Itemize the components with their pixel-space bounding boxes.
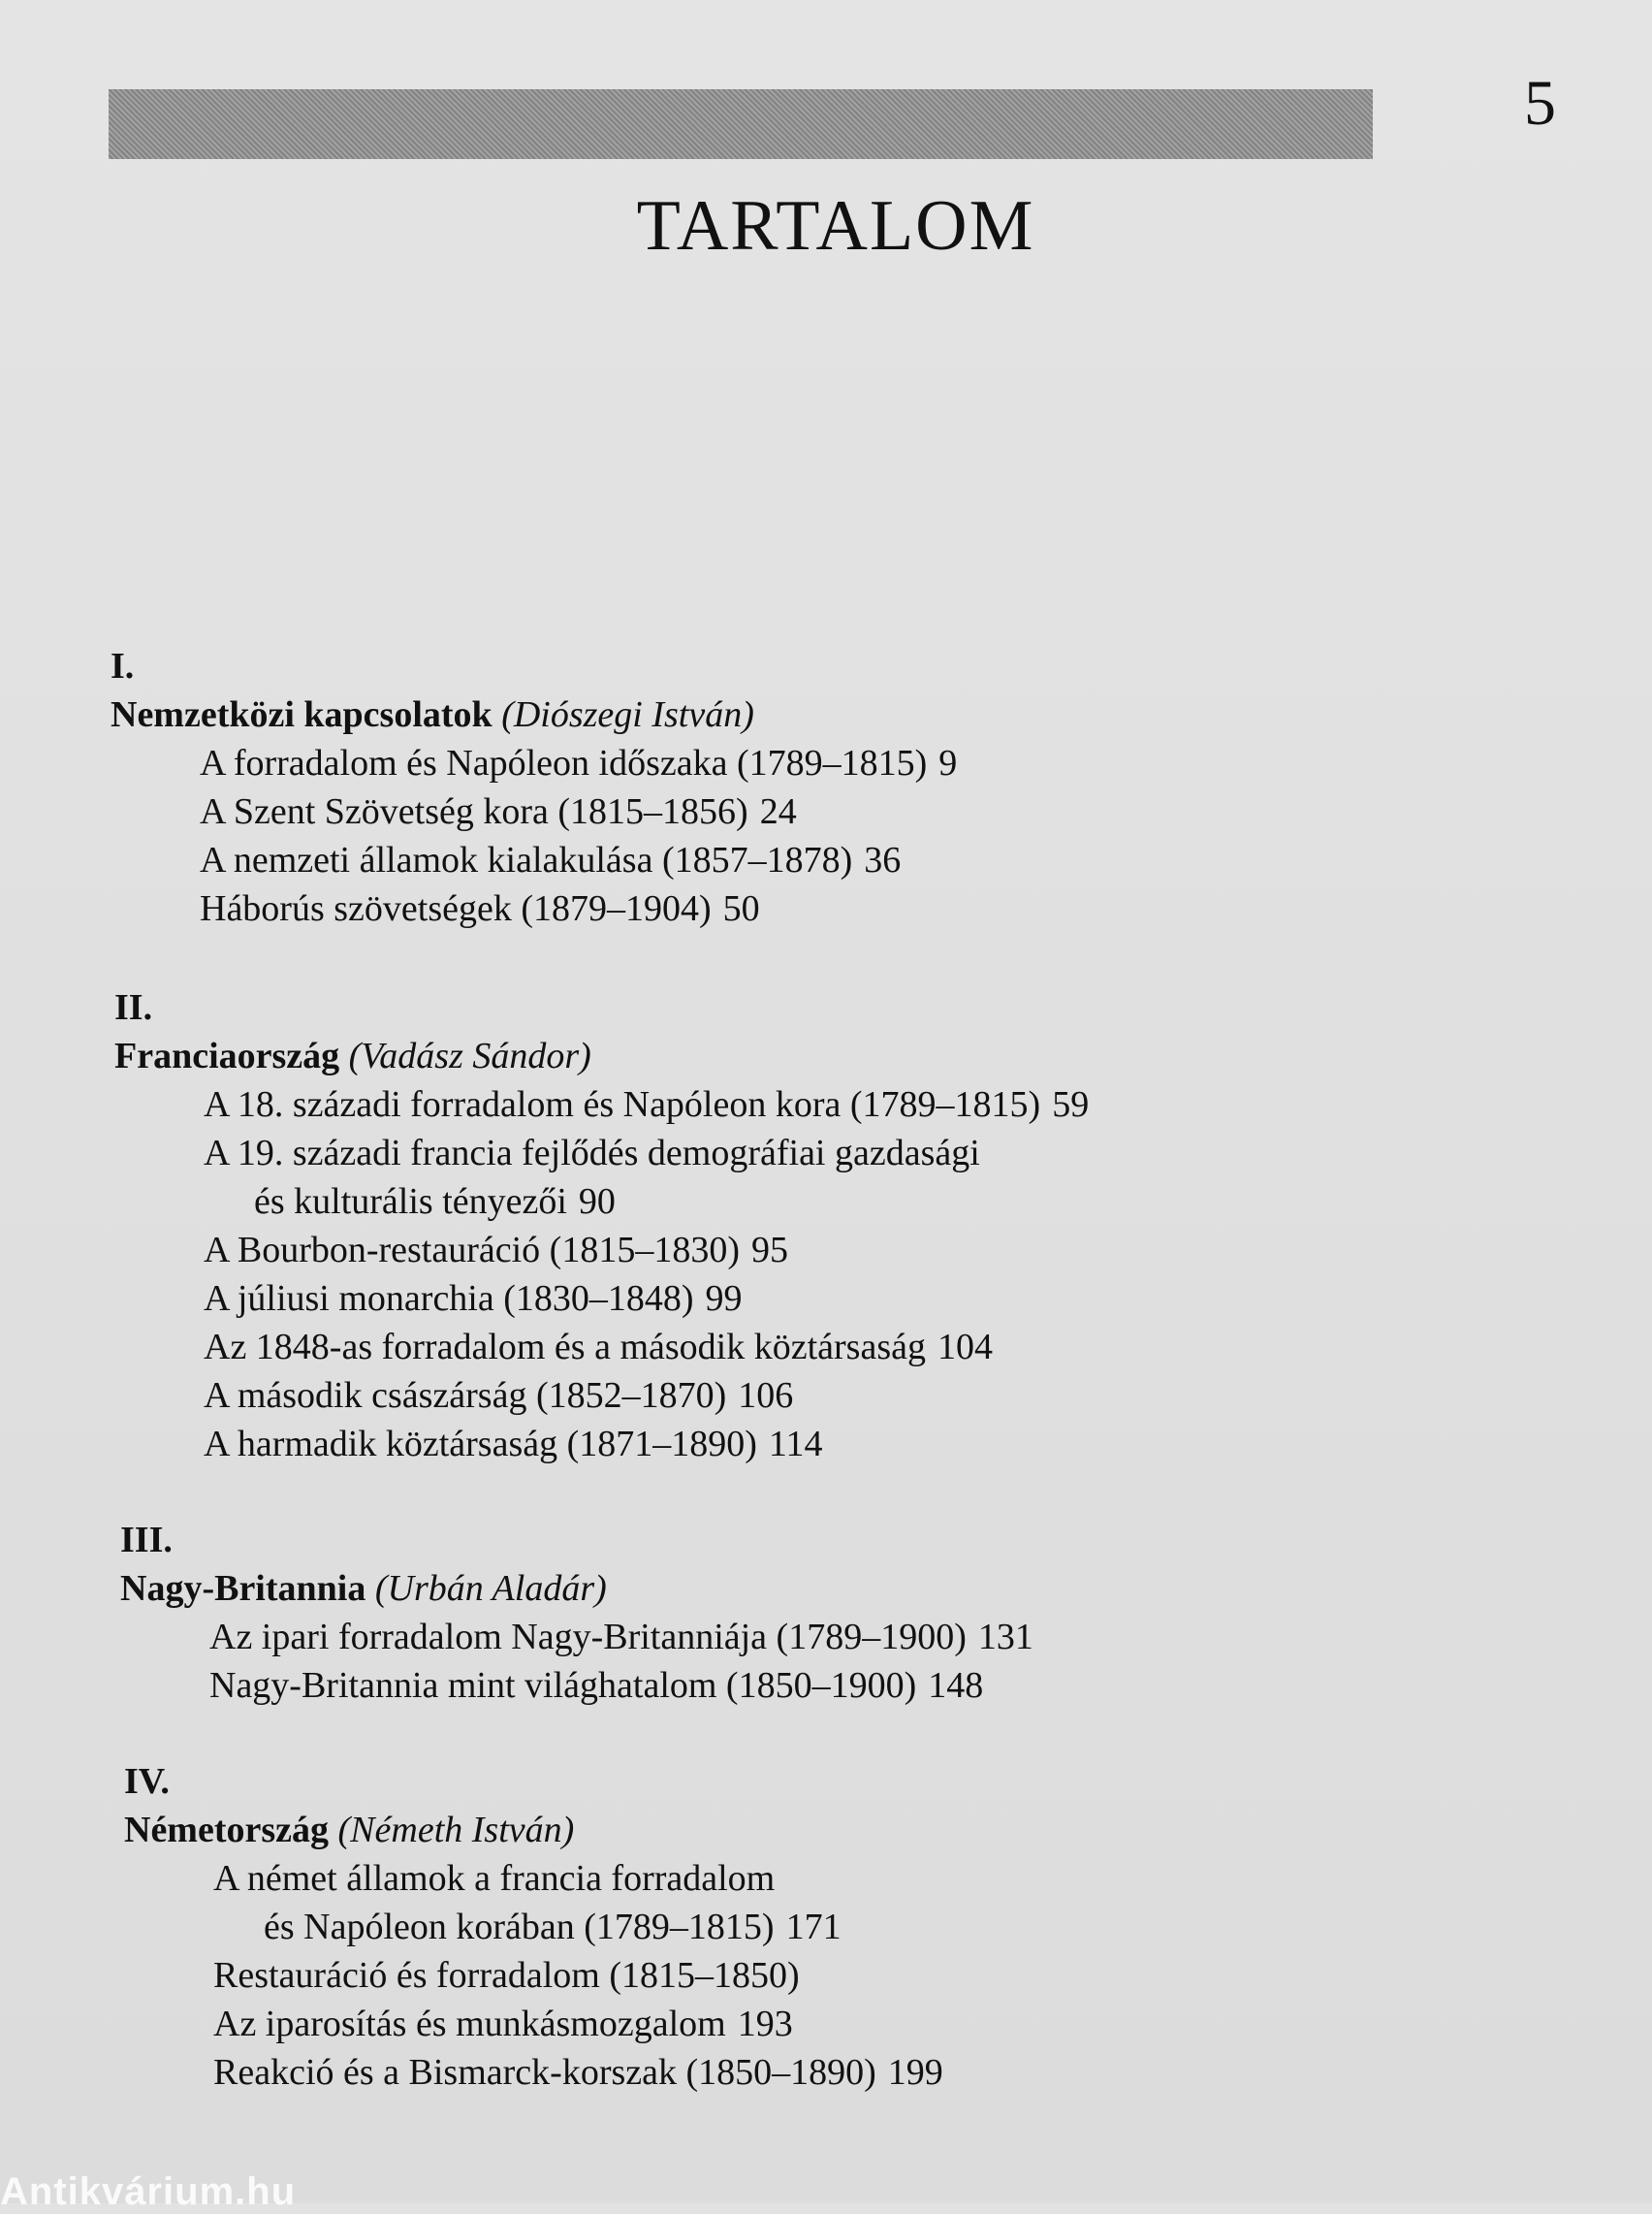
entry-title: Az ipari forradalom Nagy-Britanniája (1789–1900): [209, 1617, 967, 1657]
entry-page: 90: [578, 1181, 616, 1222]
entry-title: A második császárság (1852–1870): [204, 1375, 727, 1416]
section-number: I.: [111, 646, 135, 687]
entry-page: 24: [759, 791, 797, 832]
section-author: (Diószegi István): [501, 694, 754, 735]
section-heading: [120, 1564, 1033, 1613]
entry-title: Az iparosítás és munkásmozgalom: [213, 2004, 726, 2044]
entry-page: 36: [864, 840, 902, 881]
toc-section: [124, 1757, 943, 2097]
toc-entry: [111, 836, 957, 884]
entry-page: 104: [937, 1327, 993, 1367]
page-title: TARTALOM: [636, 186, 1035, 266]
entry-title: A harmadik köztársaság (1871–1890): [204, 1424, 757, 1464]
entry-title: Nagy-Britannia mint világhatalom (1850–1900): [209, 1665, 917, 1706]
toc-entry: [114, 1323, 1089, 1371]
section-heading: [124, 1806, 943, 1854]
entry-page: 148: [928, 1665, 984, 1706]
entry-page: 106: [738, 1375, 794, 1416]
toc-entry: [120, 1661, 1033, 1710]
entry-page: 95: [751, 1230, 788, 1270]
entry-page: 99: [705, 1278, 743, 1319]
entry-page: 199: [887, 2052, 943, 2093]
entry-title: Az 1848-as forradalom és a második köztársaság: [204, 1327, 926, 1367]
toc-entry: [114, 1371, 1089, 1420]
entry-title: Restauráció és forradalom (1815–1850): [213, 1955, 800, 1996]
section-author: (Németh István): [337, 1810, 575, 1850]
toc-entry: [114, 1177, 1089, 1226]
toc-entry: [124, 2000, 943, 2048]
entry-title: A júliusi monarchia (1830–1848): [204, 1278, 694, 1319]
toc-entry: [111, 787, 957, 836]
entry-title: A nemzeti államok kialakulása (1857–1878): [200, 840, 853, 881]
entry-title: A forradalom és Napóleon időszaka (1789–1815): [200, 743, 928, 784]
section-title: Németország: [124, 1810, 330, 1850]
section-number: II.: [114, 987, 153, 1028]
entry-page: 193: [737, 2004, 793, 2044]
entry-page: 171: [785, 1907, 842, 1947]
toc-entry: [114, 1080, 1089, 1129]
toc-entry: [114, 1420, 1089, 1468]
entry-page: 131: [977, 1617, 1033, 1657]
entry-page: 114: [768, 1424, 823, 1464]
entry-title: A 18. századi forradalom és Napóleon kora (1789–1815): [204, 1084, 1041, 1125]
toc-entry: [114, 1129, 1089, 1177]
toc-entry: [124, 1854, 943, 1903]
toc-entry: [120, 1613, 1033, 1661]
toc-entry: [114, 1226, 1089, 1274]
toc-entry: [124, 1903, 943, 1951]
header-bar: [109, 89, 1373, 159]
section-heading: [114, 1032, 1089, 1080]
watermark: Antikvárium.hu: [0, 2170, 297, 2213]
toc-entry: [111, 884, 957, 933]
toc-section: [111, 642, 957, 933]
section-title: Nagy-Britannia: [120, 1568, 366, 1609]
entry-title: A 19. századi francia fejlődés demográfiai gazdasági: [204, 1133, 980, 1173]
entry-title: Reakció és a Bismarck-korszak (1850–1890): [213, 2052, 876, 2093]
entry-title: Háborús szövetségek (1879–1904): [200, 888, 712, 929]
entry-title: és kulturális tényezői: [254, 1181, 567, 1222]
section-number: III.: [120, 1520, 173, 1560]
section-author: (Vadász Sándor): [348, 1036, 591, 1076]
section-title: Franciaország: [114, 1036, 340, 1076]
page-number: 5: [1524, 68, 1556, 139]
entry-page: 59: [1052, 1084, 1090, 1125]
entry-title: A német államok a francia forradalom: [213, 1858, 776, 1899]
toc-entry: [124, 2048, 943, 2097]
section-number: IV.: [124, 1761, 170, 1802]
section-heading: [111, 690, 957, 739]
section-title: Nemzetközi kapcsolatok: [111, 694, 492, 735]
entry-title: A Bourbon-restauráció (1815–1830): [204, 1230, 740, 1270]
entry-page: 50: [722, 888, 760, 929]
entry-title: A Szent Szövetség kora (1815–1856): [200, 791, 748, 832]
entry-page: 9: [938, 743, 958, 784]
toc-entry: [111, 739, 957, 787]
toc-section: [120, 1516, 1033, 1710]
section-author: (Urbán Aladár): [374, 1568, 607, 1609]
toc-entry: [114, 1274, 1089, 1323]
entry-title: és Napóleon korában (1789–1815): [264, 1907, 775, 1947]
toc-entry: [124, 1951, 943, 2000]
toc-section: [114, 983, 1089, 1468]
